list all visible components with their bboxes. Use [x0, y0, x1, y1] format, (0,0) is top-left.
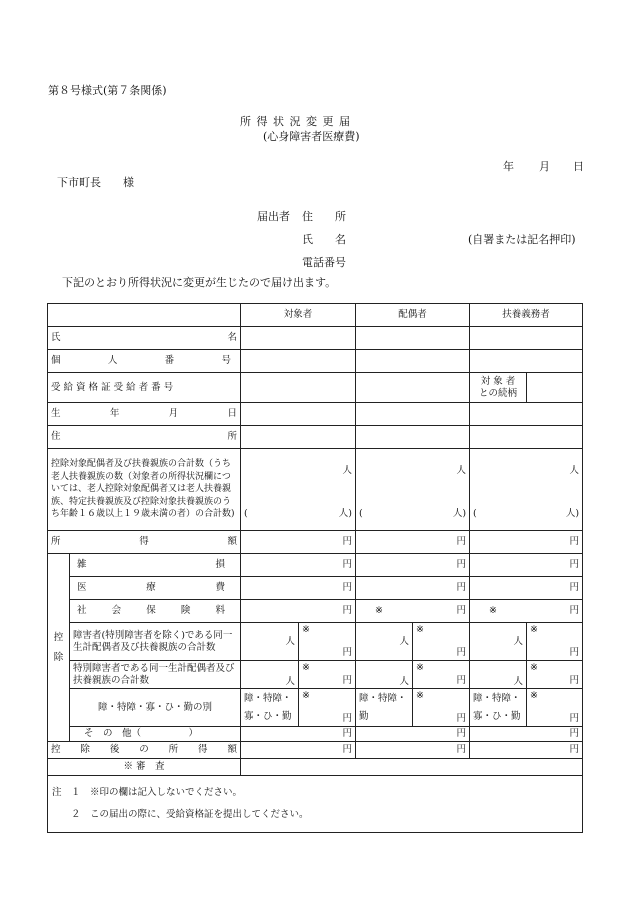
dependent-type-field[interactable]: 障・特障・ 寡・ひ・勤 [470, 689, 527, 727]
row-label-special-disabled-dependents: 特別障害者である同一生計配偶者及び扶養親族の合計数 [70, 661, 241, 689]
subject-disabled-count-field[interactable]: 人 [241, 623, 299, 661]
dependent-special-count-field[interactable]: 人 [470, 661, 527, 689]
phone-label: 電話番号 [302, 256, 346, 269]
spouse-birthdate-field[interactable] [356, 403, 470, 426]
submitter-label: 届出者 [257, 210, 290, 223]
subject-birthdate-field[interactable] [241, 403, 356, 426]
row-label-disability-type: 障・特障・寡・ひ・勤の別 [70, 689, 241, 727]
row-label-casualty-loss: 雑 損 [70, 554, 241, 577]
relation-field[interactable] [527, 373, 583, 403]
certificate-number-blank [356, 373, 470, 403]
spouse-type-field[interactable]: 障・特障・ 勤 [356, 689, 413, 727]
spouse-disabled-amount-field[interactable]: ※ 円 [413, 623, 470, 661]
subject-special-count-field[interactable]: 人 [241, 661, 299, 689]
row-label-certificate-number: 受 給 資 格 証 受 給 者 番 号 [48, 373, 241, 403]
spouse-casualty-field[interactable]: 円 [356, 554, 470, 577]
spouse-special-count-field[interactable]: 人 [356, 661, 413, 689]
date-month-label: 月 [539, 160, 550, 173]
dependent-income-field[interactable]: 円 [470, 531, 583, 554]
col-header-dependent: 扶養義務者 [470, 304, 583, 327]
note-1: 注 １ ※印の欄は記入しないでください。 [52, 787, 243, 798]
spouse-after-deduction-field[interactable]: 円 [356, 742, 470, 759]
dependent-dependents-field[interactable]: 人 ( 人) [470, 449, 583, 531]
name-label: 氏 名 [302, 233, 346, 246]
col-header-subject: 対象者 [241, 304, 356, 327]
subject-casualty-field[interactable]: 円 [241, 554, 356, 577]
spouse-social-insurance-field[interactable]: ※ 円 [356, 600, 470, 623]
review-field [241, 759, 583, 776]
dependent-special-amount-field[interactable]: ※ 円 [527, 661, 583, 689]
subject-dependents-field[interactable]: 人 ( 人) [241, 449, 356, 531]
spouse-type-amount-field[interactable]: ※ 円 [413, 689, 470, 727]
dependent-address-field[interactable] [470, 426, 583, 449]
subject-special-amount-field[interactable]: ※ 円 [299, 661, 356, 689]
form-title: 所 得 状 況 変 更 届 [240, 115, 351, 128]
form-subtitle: (心身障害者医療費) [263, 130, 360, 143]
row-label-review: ※ 審 査 [48, 759, 241, 776]
seal-note: (自署または記名押印) [468, 233, 576, 246]
subject-type-amount-field[interactable]: ※ 円 [299, 689, 356, 727]
subject-address-field[interactable] [241, 426, 356, 449]
header-blank [48, 304, 241, 327]
form-number: 第８号様式(第７条関係) [48, 84, 167, 97]
spouse-personal-number-field[interactable] [356, 350, 470, 373]
row-label-birthdate: 生 年 月 日 [48, 403, 241, 426]
row-label-income-after-deduction: 控 除 後 の 所 得 額 [48, 742, 241, 759]
date-year-label: 年 [503, 160, 514, 173]
dependent-disabled-amount-field[interactable]: ※ 円 [527, 623, 583, 661]
subject-personal-number-field[interactable] [241, 350, 356, 373]
date-day-label: 日 [573, 160, 584, 173]
col-header-spouse: 配偶者 [356, 304, 470, 327]
row-label-personal-number: 個 人 番 号 [48, 350, 241, 373]
spouse-medical-field[interactable]: 円 [356, 577, 470, 600]
relation-label: 対 象 者 との続柄 [470, 373, 527, 403]
dependent-medical-field[interactable]: 円 [470, 577, 583, 600]
dependent-social-insurance-field[interactable]: ※ 円 [470, 600, 583, 623]
row-label-deductions: 控 除 [48, 554, 70, 742]
dependent-other-field[interactable]: 円 [470, 727, 583, 742]
subject-income-field[interactable]: 円 [241, 531, 356, 554]
row-label-other: そ の 他（ ） [70, 727, 241, 742]
row-label-medical: 医 療 費 [70, 577, 241, 600]
row-label-name: 氏 名 [48, 327, 241, 350]
dependent-personal-number-field[interactable] [470, 350, 583, 373]
spouse-address-field[interactable] [356, 426, 470, 449]
dependent-casualty-field[interactable]: 円 [470, 554, 583, 577]
income-change-table [47, 303, 583, 833]
dependent-name-field[interactable] [470, 327, 583, 350]
dependent-birthdate-field[interactable] [470, 403, 583, 426]
spouse-special-amount-field[interactable]: ※ 円 [413, 661, 470, 689]
spouse-other-field[interactable]: 円 [356, 727, 470, 742]
spouse-name-field[interactable] [356, 327, 470, 350]
subject-disabled-amount-field[interactable]: ※ 円 [299, 623, 356, 661]
spouse-dependents-field[interactable]: 人 ( 人) [356, 449, 470, 531]
row-label-address: 住 所 [48, 426, 241, 449]
subject-social-insurance-field[interactable]: 円 [241, 600, 356, 623]
subject-after-deduction-field[interactable]: 円 [241, 742, 356, 759]
spouse-disabled-count-field[interactable]: 人 [356, 623, 413, 661]
dependent-type-amount-field[interactable]: ※ 円 [527, 689, 583, 727]
row-label-social-insurance: 社 会 保 険 料 [70, 600, 241, 623]
dependent-after-deduction-field[interactable]: 円 [470, 742, 583, 759]
subject-type-field[interactable]: 障・特障・ 寡・ひ・勤 [241, 689, 299, 727]
note-2: ２ この届出の際に、受給資格証を提出してください。 [52, 809, 309, 820]
row-label-dependents-count: 控除対象配偶者及び扶養親族の合計数（うち老人扶養親族の数（対象者の所得状況欄については、老人控除対象配偶者又は老人扶養親族、特定扶養親族及び控除対象扶養親族のうち年齢１６歳以上１９歳未満の者）の合計数) [48, 449, 241, 531]
intro-text: 下記のとおり所得状況に変更が生じたので届け出ます。 [62, 276, 337, 289]
row-label-disabled-dependents: 障害者(特別障害者を除く)である同一生計配偶者及び扶養親族の合計数 [70, 623, 241, 661]
spouse-income-field[interactable]: 円 [356, 531, 470, 554]
certificate-number-field[interactable] [241, 373, 356, 403]
subject-name-field[interactable] [241, 327, 356, 350]
address-label: 住 所 [302, 210, 346, 223]
addressee: 下市町長 様 [57, 176, 134, 189]
notes-section [48, 776, 583, 833]
subject-medical-field[interactable]: 円 [241, 577, 356, 600]
subject-other-field[interactable]: 円 [241, 727, 356, 742]
row-label-income: 所 得 額 [48, 531, 241, 554]
dependent-disabled-count-field[interactable]: 人 [470, 623, 527, 661]
